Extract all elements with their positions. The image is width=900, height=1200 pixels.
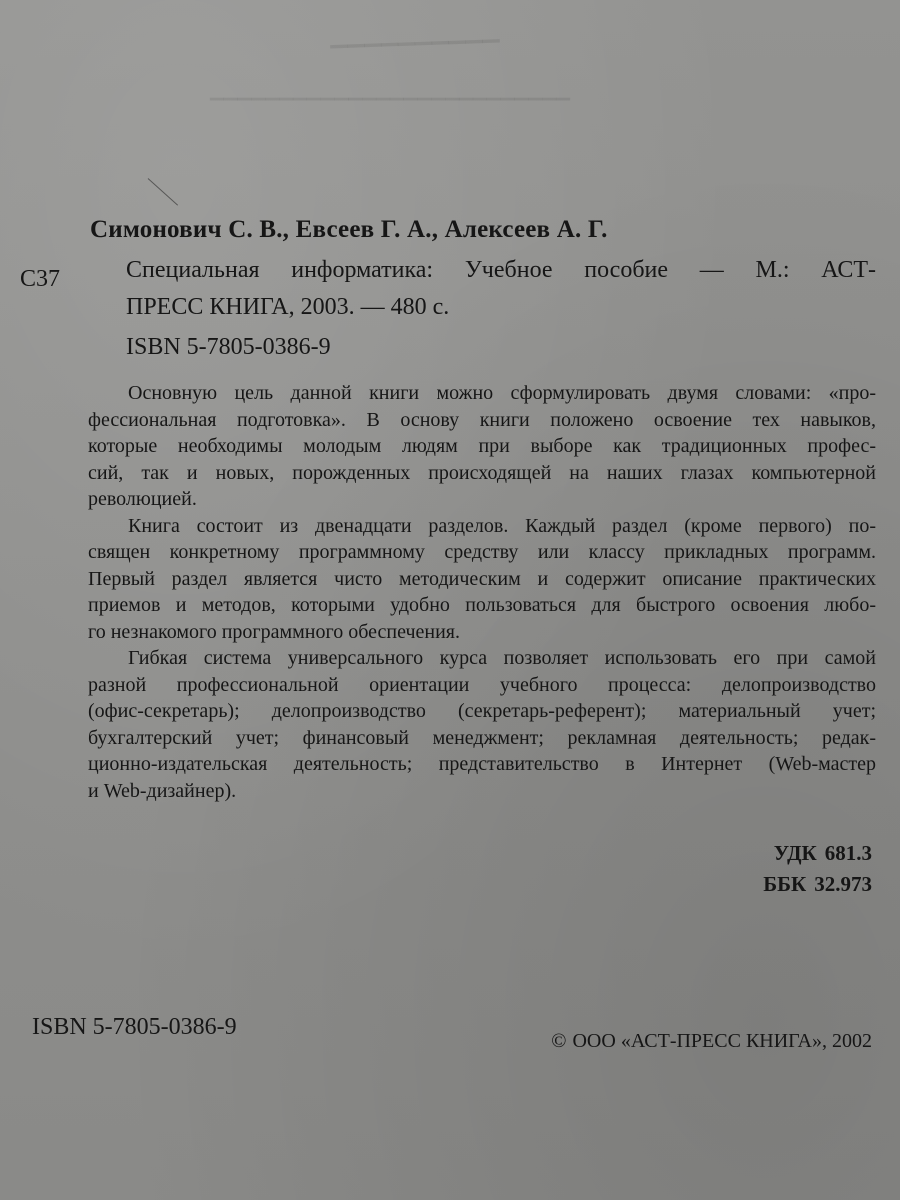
paragraph-line: которые необходимы молодым людям при выборе как традиционных профес- [88,435,876,457]
copyright-text: ООО «АСТ-ПРЕСС КНИГА», 2002 [572,1030,872,1052]
paragraph-line: Основную цель данной книги можно сформулировать двумя словами: «про- [128,382,876,404]
title-line-1: Специальная информатика: Учебное пособие — М.: АСТ- [126,257,876,283]
paper-scratch [148,178,178,206]
copyright-notice [551,1030,872,1053]
bibliographic-entry [126,252,876,326]
catalog-code: С37 [20,266,61,292]
copyright-symbol: © [551,1030,567,1052]
isbn-top: ISBN 5-7805-0386-9 [126,334,331,360]
paragraph-line: разной профессиональной ориентации учебного процесса: делопроизводство [88,673,876,696]
paragraph-line: и Web-дизайнер). [88,779,237,802]
show-through-text: ▁▁▁▁▁▁▁▁▁▁▁▁▁▁▁▁▁▁▁▁▁▁▁▁▁▁ [210,80,570,100]
paragraph-line: революцией. [88,488,197,510]
paragraph-line: священ конкретному программному средству или классу прикладных программ. [88,541,876,563]
paragraph-line: ционно-издательская деятельность; представительство в Интернет (Web-мастер [88,753,876,775]
paragraph-line: фессиональная подготовка». В основу книги положено освоение тех навыков, [88,408,876,431]
show-through-text: ▁▁▁▁▁▁▁▁▁▁ [329,17,500,48]
paragraph-line: (офис-секретарь); делопроизводство (секретарь-референт); материальный учет; [88,700,876,722]
paragraph-line: приемов и методов, которыми удобно пользоваться для быстрого освоения любо- [88,594,876,616]
paragraph-line: Гибкая система универсального курса позволяет использовать его при самой [128,647,876,669]
annotation-paragraph-2 [88,513,876,646]
title-line-2: ПРЕСС КНИГА, 2003. — 480 с. [126,294,450,320]
classification-codes [763,838,872,900]
paragraph-line: Первый раздел является чисто методическим и содержит описание практических [88,567,876,590]
annotation-paragraph-3 [88,645,876,804]
udk-value: 681.3 [824,841,872,865]
annotation [88,380,876,804]
paragraph-line: го незнакомого программного обеспечения. [88,620,460,643]
bbk-label: ББК [763,872,807,896]
paragraph-line: сий, так и новых, порожденных происходящей на наших глазах компьютерной [88,461,876,484]
udk-label: УДК [773,841,817,865]
paragraph-line: Книга состоит из двенадцати разделов. Каждый раздел (кроме первого) по- [128,514,876,537]
annotation-paragraph-1 [88,380,876,513]
bbk-value: 32.973 [814,872,872,896]
isbn-bottom: ISBN 5-7805-0386-9 [32,1014,237,1040]
paragraph-line: бухгалтерский учет; финансовый менеджмент; рекламная деятельность; редак- [88,726,876,749]
udk-code [763,838,872,869]
bbk-code [763,869,872,900]
authors-heading: Симонович С. В., Евсеев Г. А., Алексеев А. Г. [90,216,608,243]
